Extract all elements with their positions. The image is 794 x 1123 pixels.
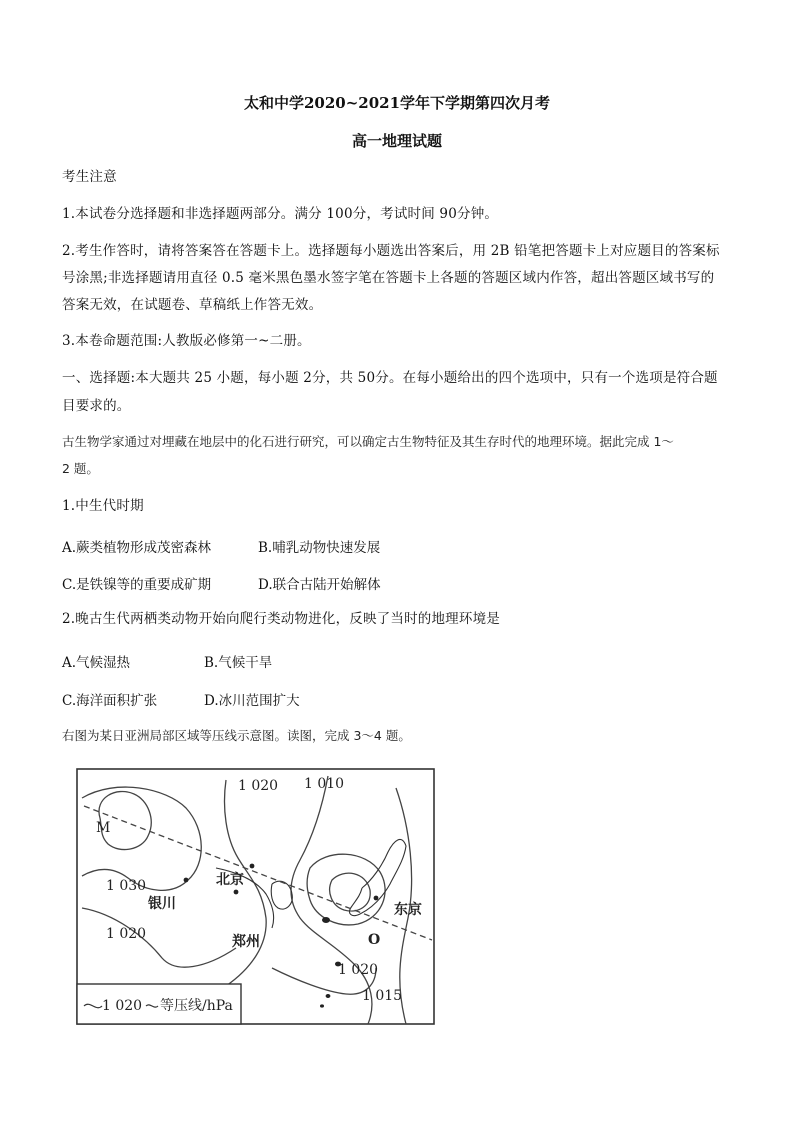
notice-item-2-line-3: 答案无效，在试题卷、草稿纸上作答无效。 (62, 297, 323, 313)
isobar-label-1020-top: 1 020 (238, 778, 279, 794)
city-label-yinchuan: 银川 (148, 896, 176, 912)
question-2-stem: 2.晚古生代两栖类动物开始向爬行类动物进化，反映了当时的地理环境是 (62, 611, 500, 627)
exam-subtitle: 高一地理试题 (351, 132, 442, 150)
question-2-option-b: B.气候干旱 (204, 655, 273, 671)
material-1-line-1: 古生物学家通过对埋藏在地层中的化石进行研究，可以确定古生物特征及其生存时代的地理环境。据此完成 1～ (62, 434, 674, 449)
question-1-option-b: B.哺乳动物快速发展 (258, 540, 381, 556)
question-1-option-d: D.联合古陆开始解体 (258, 577, 381, 593)
isobar-label-1015: 1 015 (362, 988, 403, 1004)
section-1-line-2: 目要求的。 (62, 398, 131, 414)
question-1-stem: 1.中生代时期 (62, 498, 144, 514)
notice-heading: 考生注意 (62, 169, 117, 185)
city-label-tokyo: 东京 (394, 902, 422, 918)
isobar-label-1020-bottom: 1 020 (338, 962, 379, 978)
isobar-label-1030: 1 030 (106, 878, 147, 894)
isobar-label-1020-left: 1 020 (106, 926, 147, 942)
map-label-o: O (368, 932, 381, 948)
island-4 (320, 1004, 324, 1007)
exam-title: 太和中学2020~2021学年下学期第四次月考 (243, 94, 551, 112)
city-label-zhengzhou: 郑州 (232, 934, 260, 950)
material-2-line-1: 右图为某日亚洲局部区域等压线示意图。读图，完成 3～4 题。 (62, 728, 411, 743)
question-2-option-a: A.气候湿热 (62, 655, 131, 671)
city-dot-tokyo (374, 896, 379, 901)
legend-text: 等压线/hPa (160, 998, 233, 1014)
notice-item-2-line-2: 号涂黑;非选择题请用直径 0.5 毫米黑色墨水签字笔在答题卡上各题的答题区域内作答，超出答题区域书写的 (62, 270, 715, 286)
notice-item-1: 1.本试卷分选择题和非选择题两部分。满分 100分，考试时间 90分钟。 (62, 206, 499, 222)
notice-item-2-line-1: 2.考生作答时，请将答案答在答题卡上。选择题每小题选出答案后，用 2B 铅笔把答题卡上对应题目的答案标 (62, 243, 720, 259)
notice-item-3: 3.本卷命题范围:人教版必修第一~二册。 (62, 333, 311, 349)
island-3 (326, 994, 331, 998)
question-1-option-a: A.蕨类植物形成茂密森林 (62, 540, 212, 556)
map-label-m: M (96, 820, 111, 836)
city-dot-beijing (250, 864, 255, 869)
city-dot-zhengzhou (234, 890, 239, 895)
isobar-label-1010: 1 010 (304, 776, 345, 792)
island-1 (322, 917, 330, 923)
section-1-line-1: 一、选择题:本大题共 25 小题，每小题 2分，共 50分。在每小题给出的四个选项中，只有一个选项是符合题 (62, 370, 718, 386)
city-label-beijing: 北京 (216, 872, 244, 888)
question-2-option-c: C.海洋面积扩张 (62, 693, 158, 709)
isobar-map (76, 768, 436, 1026)
question-2-option-d: D.冰川范围扩大 (204, 693, 300, 709)
city-dot-yinchuan (184, 878, 189, 883)
question-1-option-c: C.是铁镍等的重要成矿期 (62, 577, 212, 593)
material-1-line-2: 2 题。 (62, 461, 99, 476)
legend-value: 1 020 (102, 998, 143, 1014)
